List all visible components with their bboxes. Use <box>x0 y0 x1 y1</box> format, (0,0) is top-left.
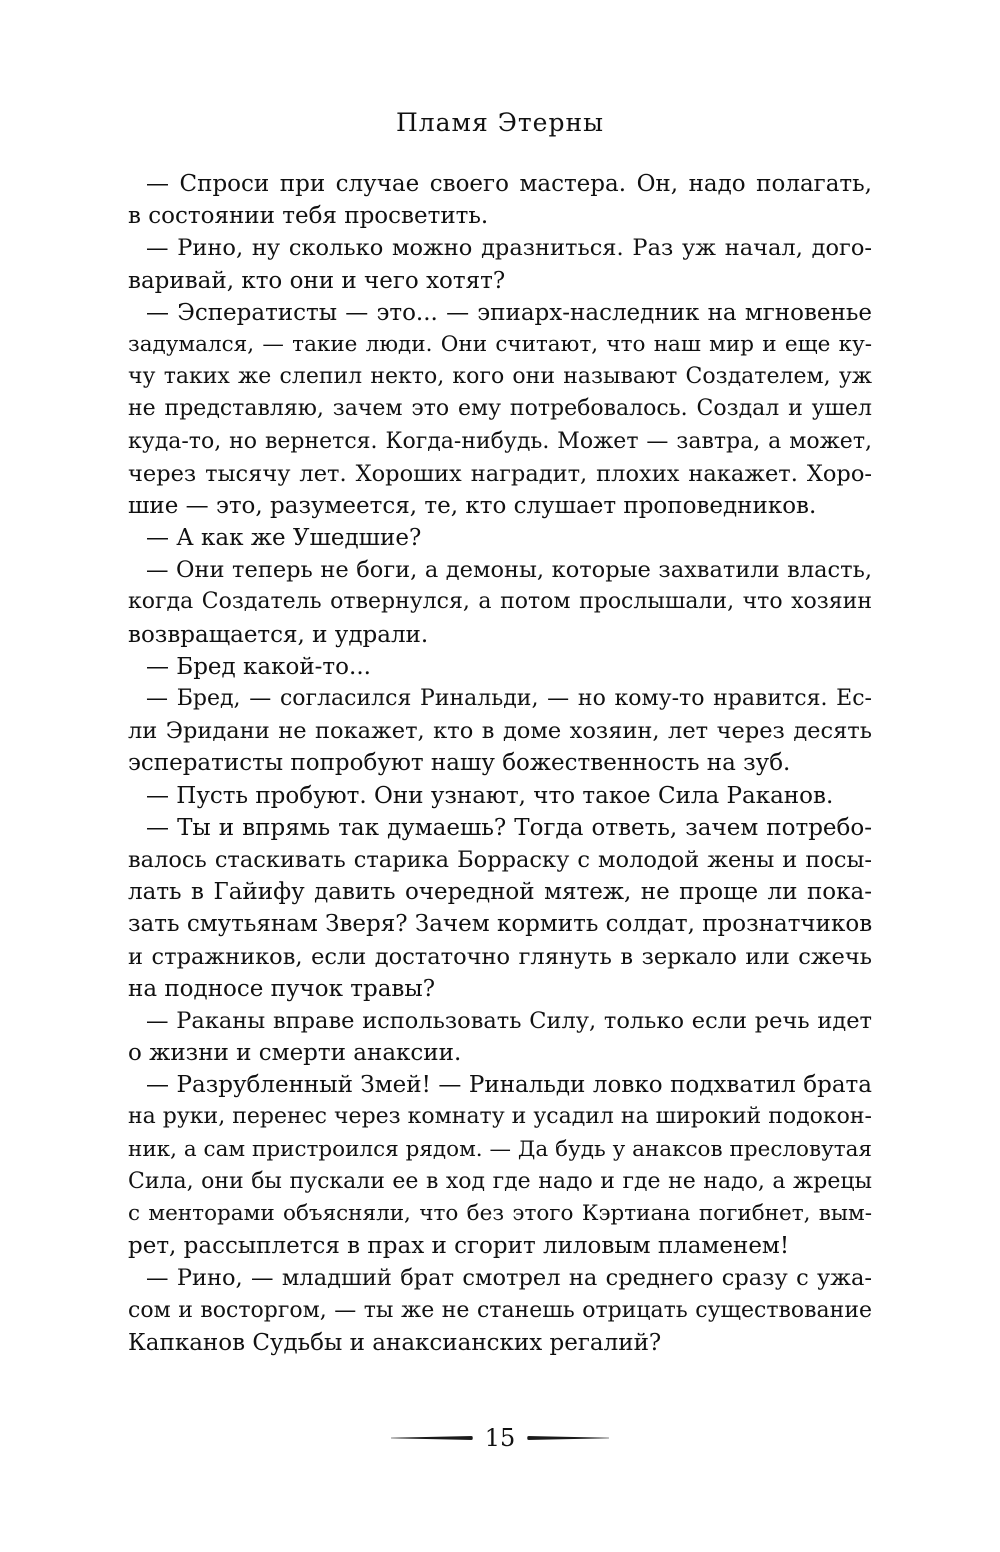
text-line: и стражников, если достаточно глянуть в зеркало или сжечь <box>128 943 872 970</box>
text-line: — Разрубленный Змей! — Ринальди ловко подхватил брата <box>146 1072 872 1099</box>
folio <box>0 1418 1000 1458</box>
text-line: шие — это, разумеется, те, кто слушает проповедников. <box>128 492 817 519</box>
text-line: валось стаскивать старика Борраску с молодой жены и посы- <box>128 846 872 873</box>
page-number: 15 <box>484 1424 516 1452</box>
text-line: с менторами объясняли, что без этого Кэртиана погибнет, вым- <box>128 1201 872 1226</box>
text-line: зать смутьянам Зверя? Зачем кормить солдат, прознатчиков <box>128 911 872 938</box>
text-line: в состоянии тебя просветить. <box>128 203 489 230</box>
text-line: — Раканы вправе использовать Силу, только если речь идет <box>146 1007 872 1034</box>
text-line: через тысячу лет. Хороших наградит, плохих накажет. Хоро- <box>128 460 872 487</box>
text-line: чу таких же слепил некто, кого они называют Создателем, уж <box>128 364 872 390</box>
text-line: сом и восторгом, — ты же не станешь отрицать существование <box>128 1297 872 1323</box>
folio-ornament-left <box>391 1436 473 1440</box>
text-line: — А как же Ушедшие? <box>146 525 422 552</box>
text-line: — Рино, ну сколько можно дразниться. Раз уж начал, дого- <box>146 235 872 262</box>
text-line: — Бред, — согласился Ринальди, — но кому-то нравится. Ес- <box>146 686 872 711</box>
text-line: — Они теперь не боги, а демоны, которые захватили власть, <box>146 557 872 584</box>
text-line: — Бред какой-то... <box>146 653 371 680</box>
text-line: лать в Гайифу давить очередной мятеж, не проще ли пока- <box>128 879 872 906</box>
text-line: куда-то, но вернется. Когда-нибудь. Может — завтра, а может, <box>128 428 872 454</box>
text-line: Сила, они бы пускали ее в ход где надо и где не надо, а жрецы <box>128 1168 872 1194</box>
text-line: эсператисты попробуют нашу божественность на зуб. <box>128 750 791 777</box>
text-line: ли Эридани не покажет, кто в доме хозяин, лет через десять <box>128 718 872 745</box>
text-line: — Пусть пробуют. Они узнают, что такое Сила Раканов. <box>146 782 834 809</box>
text-line: возвращается, и удрали. <box>128 621 429 648</box>
text-line: задумался, — такие люди. Они считают, что наш мир и еще ку- <box>128 331 872 357</box>
text-line: Капканов Судьбы и анаксианских регалий? <box>128 1329 662 1356</box>
text-line: — Рино, — младший брат смотрел на среднего сразу с ужа- <box>146 1265 872 1292</box>
text-line: ник, а сам пристроился рядом. — Да будь у анаксов пресловутая <box>128 1136 872 1162</box>
text-line: не представляю, зачем это ему потребовалось. Создал и ушел <box>128 396 872 422</box>
text-line: рет, рассыплется в прах и сгорит лиловым пламенем! <box>128 1233 790 1260</box>
text-line: — Ты и впрямь так думаешь? Тогда ответь, зачем потребо- <box>146 814 872 841</box>
folio-ornament-right <box>527 1436 609 1440</box>
running-head: Пламя Этерны <box>395 108 605 137</box>
text-line: на подносе пучок травы? <box>128 975 436 1002</box>
text-line: на руки, перенес через комнату и усадил на широкий подокон- <box>128 1104 872 1130</box>
text-line: варивай, кто они и чего хотят? <box>128 267 506 294</box>
text-line: — Спроси при случае своего мастера. Он, надо полагать, <box>146 171 872 197</box>
text-line: когда Создатель отвернулся, а потом прослышали, что хозяин <box>128 589 872 615</box>
text-line: — Эсператисты — это... — эпиарх-наследник на мгновенье <box>146 299 872 326</box>
body-text <box>128 168 872 1359</box>
text-line: о жизни и смерти анаксии. <box>128 1040 462 1067</box>
